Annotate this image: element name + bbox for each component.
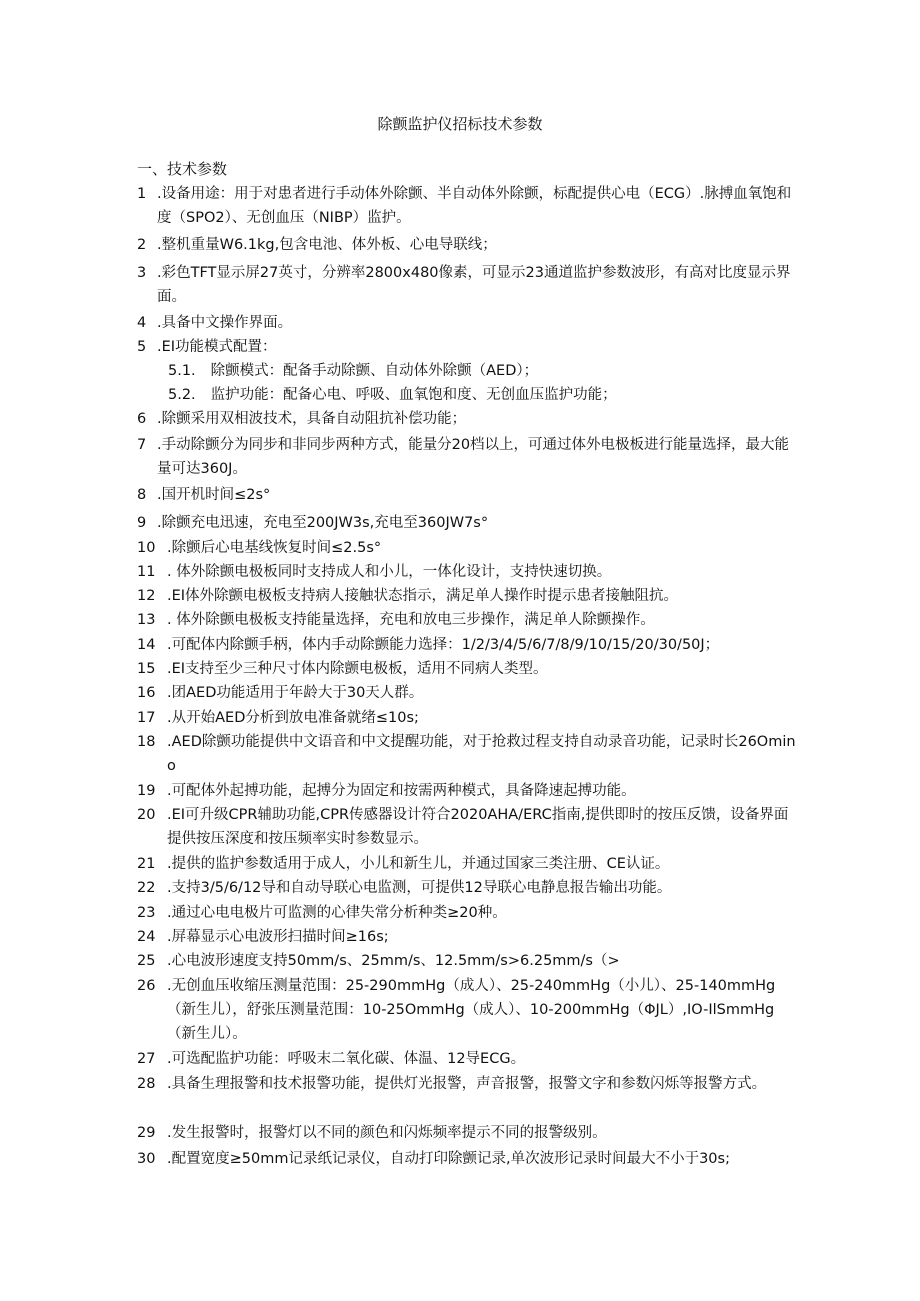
item-number: 26 bbox=[137, 978, 156, 994]
item-text: .发生报警时，报警灯以不同的颜色和闪烁频率提示不同的报警级别。 bbox=[167, 1125, 607, 1141]
item-number: 28 bbox=[137, 1076, 156, 1092]
item-text: . 体外除颤电极板同时支持成人和小儿，一体化设计，支持快速切换。 bbox=[167, 564, 612, 580]
section-heading: 一、技术参数 bbox=[137, 160, 228, 178]
item-text: .可选配监护功能：呼吸末二氧化碳、体温、12导ECG。 bbox=[167, 1051, 526, 1067]
item-text: .团AED功能适用于年龄大于30天人群。 bbox=[167, 685, 424, 701]
item-number: 6 bbox=[137, 411, 147, 427]
item-number: 2 bbox=[137, 237, 147, 253]
item-number: 21 bbox=[137, 856, 156, 872]
item-number: 3 bbox=[137, 265, 147, 281]
item-text: .彩色TFT显示屏27英寸，分辨率2800x480像素，可显示23通道监护参数波形，有高对比度显示界面。 bbox=[157, 265, 791, 305]
item-number: 30 bbox=[137, 1151, 156, 1167]
item-number: 11 bbox=[137, 564, 156, 580]
item-number: 24 bbox=[137, 929, 156, 945]
item-text: .EI体外除颤电极板支持病人接触状态指示，满足单人操作时提示患者接触阻抗。 bbox=[167, 588, 679, 604]
item-text: .通过心电电极片可监测的心律失常分析种类≥20种。 bbox=[167, 905, 507, 921]
item-number: 5 bbox=[137, 339, 147, 355]
item-text: .支持3/5/6/12导和自动导联心电监测，可提供12导联心电静息报告输出功能。 bbox=[167, 880, 672, 896]
document-title: 除颤监护仪招标技术参数 bbox=[377, 115, 543, 133]
item-text: .屏幕显示心电波形扫描时间≥16s; bbox=[167, 929, 389, 945]
item-number: 17 bbox=[137, 710, 156, 726]
item-number: 18 bbox=[137, 734, 156, 750]
item-text: .具备中文操作界面。 bbox=[157, 315, 293, 331]
item-number: 19 bbox=[137, 783, 156, 799]
item-number: 14 bbox=[137, 637, 156, 653]
item-number: 9 bbox=[137, 515, 147, 531]
sub-item-number: 5.1. bbox=[168, 363, 196, 379]
item-text: .EI支持至少三种尺寸体内除颤电极板，适用不同病人类型。 bbox=[167, 661, 548, 677]
item-number: 15 bbox=[137, 661, 156, 677]
item-number: 12 bbox=[137, 588, 156, 604]
item-text: .心电波形速度支持50mm/s、25mm/s、12.5mm∕s>6.25mm∕s（> bbox=[167, 953, 620, 969]
item-number: 29 bbox=[137, 1125, 156, 1141]
item-text: .EI功能模式配置： bbox=[157, 339, 277, 355]
item-number: 8 bbox=[137, 487, 147, 503]
item-text: . 体外除颤电极板支持能量选择，充电和放电三步操作，满足单人除颤操作。 bbox=[167, 612, 655, 628]
item-number: 27 bbox=[137, 1051, 156, 1067]
item-number: 20 bbox=[137, 807, 156, 823]
item-text: .配置宽度≥50mm记录纸记录仪，自动打印除颤记录,单次波形记录时间最大不小于30s; bbox=[167, 1151, 730, 1167]
item-text: .整机重量W6.1kg,包含电池、体外板、心电导联线； bbox=[157, 237, 497, 253]
item-number: 7 bbox=[137, 437, 147, 453]
item-text: .设备用途：用于对患者进行手动体外除颤、半自动体外除颤，标配提供心电（ECG）.脉搏血氧饱和度（SPO2）、无创血压（NIBP）监护。 bbox=[157, 186, 792, 226]
item-text: .可配体内除颤手柄，体内手动除颤能力选择：1/2/3/4/5/6/7/8/9/10/15/20/30/50J； bbox=[167, 637, 720, 653]
sub-item bbox=[168, 383, 617, 407]
item-text: .具备生理报警和技术报警功能，提供灯光报警，声音报警，报警文字和参数闪烁等报警方式。 bbox=[167, 1076, 767, 1092]
item-number: 25 bbox=[137, 953, 156, 969]
sub-item-number: 5.2. bbox=[168, 387, 196, 403]
item-text: .除颤采用双相波技术，具备自动阻抗补偿功能； bbox=[157, 411, 467, 427]
item-text: .从开始AED分析到放电准备就绪≤10s; bbox=[167, 710, 419, 726]
item-text: .无创血压收缩压测量范围：25-290mmHg（成人）、25-240mmHg（小儿）、25-140mmHg（新生儿），舒张压测量范围：10-25OmmHg（成人）、10-200mmHg（ΦJL）,IO-IlSmmHg（新生儿）。 bbox=[167, 978, 776, 1042]
item-number: 13 bbox=[137, 612, 156, 628]
sub-item-text: 除颤模式：配备手动除颤、自动体外除颤（AED）； bbox=[210, 363, 539, 379]
item-text: .AED除颤功能提供中文语音和中文提醒功能，对于抢救过程支持自动录音功能，记录时长26Omino bbox=[167, 734, 796, 774]
item-text: .除颤充电迅速，充电至200JW3s,充电至360JW7s° bbox=[157, 515, 489, 531]
item-number: 1 bbox=[137, 186, 147, 202]
item-text: .手动除颤分为同步和非同步两种方式，能量分20档以上，可通过体外电极板进行能量选择，最大能量可达360J。 bbox=[157, 437, 790, 477]
item-text: .提供的监护参数适用于成人，小儿和新生儿，并通过国家三类注册、CE认证。 bbox=[167, 856, 670, 872]
item-number: 4 bbox=[137, 315, 147, 331]
item-text: .国开机时间≤2s° bbox=[157, 487, 271, 503]
item-text: .EI可升级CPR辅助功能,CPR传感器设计符合2020AHA/ERC指南,提供即时的按压反馈，设备界面提供按压深度和按压频率实时参数显示。 bbox=[167, 807, 789, 847]
sub-item-text: 监护功能：配备心电、呼吸、血氧饱和度、无创血压监护功能； bbox=[210, 387, 617, 403]
item-number: 22 bbox=[137, 880, 156, 896]
sub-item bbox=[168, 359, 538, 383]
item-number: 23 bbox=[137, 905, 156, 921]
item-text: .除颤后心电基线恢复时间≤2.5s° bbox=[167, 540, 382, 556]
item-number: 16 bbox=[137, 685, 156, 701]
item-number: 10 bbox=[137, 540, 156, 556]
item-text: .可配体外起搏功能，起搏分为固定和按需两种模式，具备降速起搏功能。 bbox=[167, 783, 636, 799]
